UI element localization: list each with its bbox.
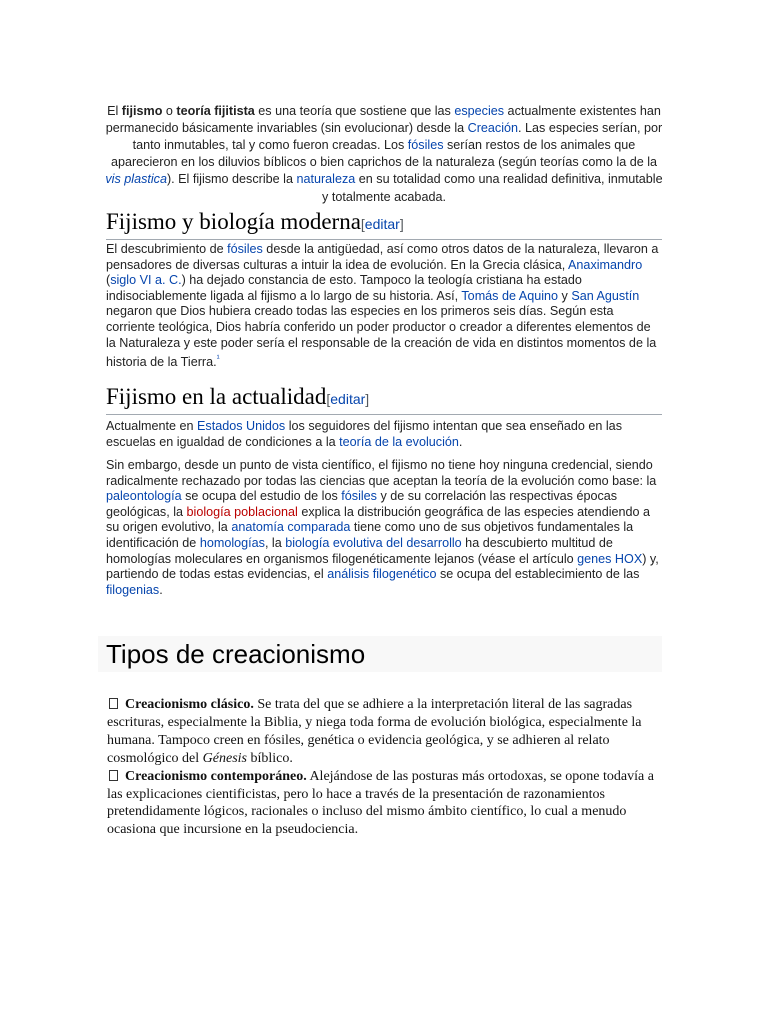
link-homologias[interactable]: homologías <box>199 535 265 550</box>
bracket: [ <box>326 391 331 407</box>
text: ) y, partiendo de todas estas evidencias, el <box>106 551 659 582</box>
bold-term-fijismo: fijismo <box>121 103 163 118</box>
text: bíblico. <box>246 750 293 766</box>
link-fosiles[interactable]: fósiles <box>407 138 444 152</box>
text: y de su correlación las respectivas épocas geológicas, la <box>106 489 618 519</box>
link-naturaleza[interactable]: naturaleza <box>296 172 356 187</box>
link-creacion[interactable]: Creación <box>467 120 519 135</box>
text: tiene como uno de sus objetivos fundamentales la identificación de <box>106 520 634 550</box>
text: . <box>458 434 463 449</box>
text: serían restos de los animales que aparecieron en los diluvios bíblicos o bien caprichos de la naturaleza (según teorías como la de la <box>110 138 658 170</box>
link-especies[interactable]: especies <box>454 103 505 118</box>
link-filogenias[interactable]: filogenias <box>106 582 160 597</box>
link-vis-plastica[interactable]: vis plastica <box>105 172 167 187</box>
text: Actualmente en <box>106 419 198 433</box>
text: actualmente existentes han permanecido básicamente invariables (sin evolucionar) desde la <box>105 103 661 135</box>
heading-text: Fijismo en la actualidad <box>106 384 327 409</box>
creacionismo-list <box>107 696 663 839</box>
link-genes-hox[interactable]: genes HOX <box>577 551 643 566</box>
text: . Las especies serían, por tanto inmutables, tal y como fueron creadas. Los <box>132 120 663 152</box>
text: ha descubierto multitud de homologías moleculares en organismos filogenéticamente lejanos (véase el artículo <box>106 535 613 566</box>
text: es una teoría que sostiene que las <box>254 103 455 118</box>
footnote-ref[interactable]: ¹ <box>216 353 220 364</box>
intro-paragraph <box>104 103 664 206</box>
text: desde la antigüedad, así como otros datos de la naturaleza, llevaron a pensadores de diversas culturas a intuir la idea de evolución. En la Grecia clásica, <box>106 242 659 272</box>
text: ). El fijismo describe la <box>166 172 297 187</box>
link-anatomia-comparada[interactable]: anatomía comparada <box>231 520 351 535</box>
text: ( <box>106 273 111 288</box>
link-analisis-filogenetico[interactable]: análisis filogenético <box>327 567 437 582</box>
link-san-agustin[interactable]: San Agustín <box>571 288 640 303</box>
text: se ocupa del estudio de los <box>181 489 342 504</box>
section-heading-actualidad <box>106 383 662 415</box>
link-fosiles[interactable]: fósiles <box>227 242 263 256</box>
paragraph-actualidad-1 <box>106 419 661 450</box>
item-title: Creacionismo contemporáneo. <box>125 768 307 784</box>
tipos-title: Tipos de creacionismo <box>106 639 366 669</box>
link-tomas-de-aquino[interactable]: Tomás de Aquino <box>461 288 559 303</box>
redlink-biologia-poblacional[interactable]: biología poblacional <box>186 504 298 519</box>
section-heading-biologia-moderna <box>106 208 662 240</box>
text: Alejándose de las posturas más ortodoxas, se opone todavía a las explicaciones cientificistas, pero lo hace a través de la presentación de razonamientos pretendidamente lógicos, racionales o incluso del mismo ámbito científico, lo cual a menudo ocasiona que incursione en la pseudociencia. <box>107 768 654 838</box>
text: El <box>107 103 122 118</box>
edit-label[interactable]: editar <box>364 216 400 232</box>
italic-genesis: Génesis <box>202 750 247 766</box>
heading-text: Fijismo y biología moderna <box>106 209 361 234</box>
bracket: [ <box>360 216 365 232</box>
link-estados-unidos[interactable]: Estados Unidos <box>197 419 286 433</box>
bullet-box-icon <box>109 698 118 709</box>
bullet-box-icon <box>109 770 118 781</box>
bold-term-teoria-fijitista: teoría fijitista <box>176 103 255 118</box>
link-anaximandro[interactable]: Anaximandro <box>568 257 643 272</box>
text: . <box>159 582 163 597</box>
text: , la <box>264 535 286 550</box>
bracket: ] <box>399 216 404 232</box>
text: ) ha dejado constancia de esto. Tampoco la teología cristiana ha estado indisociablemente ligada al fijismo a lo largo de su historia. Así, <box>106 273 582 303</box>
list-item <box>107 768 663 840</box>
text: y <box>558 288 572 303</box>
text: se ocupa del establecimiento de las <box>436 567 640 582</box>
paragraph-actualidad-2 <box>106 458 661 598</box>
link-biologia-evolutiva-desarrollo[interactable]: biología evolutiva del desarrollo <box>285 535 462 550</box>
edit-section-link[interactable] <box>326 391 369 407</box>
link-teoria-evolucion[interactable]: teoría de la evolución <box>339 434 459 449</box>
text: negaron que Dios hubiera creado todas las especies en los primeros seis días. Según esta corriente teológica, Dios habría conferido un poder productor o creador a diferentes elementos de la Naturaleza y este poder sería el responsable de la creación de vida en distintos momentos de la historia de la Tierra. <box>106 304 657 370</box>
text: explica la distribución geográfica de las especies atendiendo a su origen evolutivo, la <box>106 504 651 535</box>
text: Sin embargo, desde un punto de vista científico, el fijismo no tiene hoy ninguna credencial, siendo radicalmente rechazado por todas las ciencias que aceptan la teoría de la evolución como base: la <box>106 458 657 488</box>
text: o <box>162 103 177 118</box>
list-item <box>107 696 663 768</box>
link-siglo-vi[interactable]: siglo VI a. C. <box>110 273 182 288</box>
text: los seguidores del fijismo intentan que sea enseñado en las escuelas en igualdad de condiciones a la <box>106 419 622 449</box>
edit-section-link[interactable] <box>361 216 404 232</box>
text: El descubrimiento de <box>106 242 228 256</box>
item-title: Creacionismo clásico. <box>125 697 254 712</box>
text: Se trata del que se adhiere a la interpretación literal de las sagradas escrituras, especialmente la Biblia, y niega toda forma de evolución biológica, especialmente la humana. Tampoco creen en fósiles, genética o evidencia geológica, y se adhieren al relato cosmológico del <box>107 697 642 766</box>
text: en su totalidad como una realidad definitiva, inmutable y totalmente acabada. <box>322 172 663 204</box>
link-fosiles[interactable]: fósiles <box>341 489 377 504</box>
edit-label[interactable]: editar <box>330 391 366 407</box>
link-paleontologia[interactable]: paleontología <box>106 489 182 504</box>
bracket: ] <box>365 391 370 407</box>
paragraph-biologia-moderna <box>106 242 661 371</box>
